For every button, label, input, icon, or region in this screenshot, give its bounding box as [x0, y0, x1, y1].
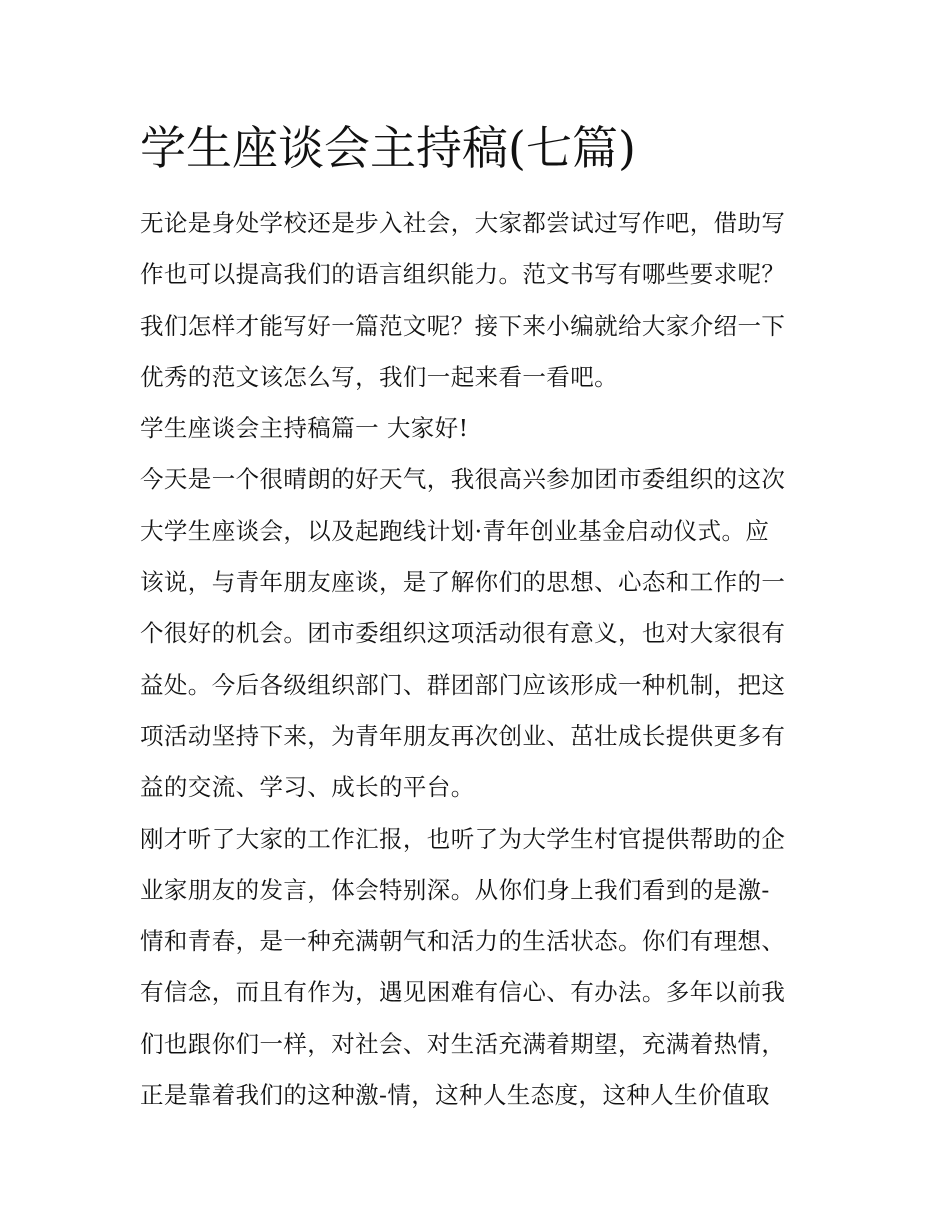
- text-line: 项活动坚持下来，为青年朋友再次创业、茁壮成长提供更多有: [140, 721, 786, 750]
- text-line: 该说，与青年朋友座谈，是了解你们的思想、心态和工作的一: [140, 568, 786, 597]
- text-line: 刚才听了大家的工作汇报，也听了为大学生村官提供帮助的企: [140, 824, 786, 853]
- text-line: 作也可以提高我们的语言组织能力。范文书写有哪些要求呢？: [140, 260, 786, 289]
- text-line: 情和青春，是一种充满朝气和活力的生活状态。你们有理想、: [140, 927, 786, 956]
- text-line: 无论是身处学校还是步入社会，大家都尝试过写作吧，借助写: [140, 209, 786, 237]
- text-line: 个很好的机会。团市委组织这项活动很有意义，也对大家很有: [140, 619, 786, 648]
- text-line: 们也跟你们一样，对社会、对生活充满着期望，充满着热情，: [140, 1029, 786, 1058]
- text-line: 业家朋友的发言，体会特别深。从你们身上我们看到的是激-: [140, 875, 770, 904]
- text-line: 我们怎样才能写好一篇范文呢？接下来小编就给大家介绍一下: [140, 311, 786, 340]
- text-line: 益处。今后各级组织部门、群团部门应该形成一种机制，把这: [140, 670, 786, 699]
- document-body: [140, 198, 830, 1121]
- text-line: 正是靠着我们的这种激-情，这种人生态度，这种人生价值取: [140, 1081, 770, 1110]
- document-title: 学生座谈会主持稿(七篇): [140, 121, 636, 175]
- text-line: 优秀的范文该怎么写，我们一起来看一看吧。: [140, 362, 618, 391]
- section-heading-line: 学生座谈会主持稿篇一 大家好!: [140, 414, 469, 443]
- text-line: 有信念，而且有作为，遇见困难有信心、有办法。多年以前我: [140, 978, 786, 1007]
- text-line: 益的交流、学习、成长的平台。: [140, 773, 475, 802]
- text-line: 大学生座谈会，以及起跑线计划·青年创业基金启动仪式。应: [140, 516, 770, 545]
- text-line: 今天是一个很晴朗的好天气，我很高兴参加团市委组织的这次: [140, 465, 786, 494]
